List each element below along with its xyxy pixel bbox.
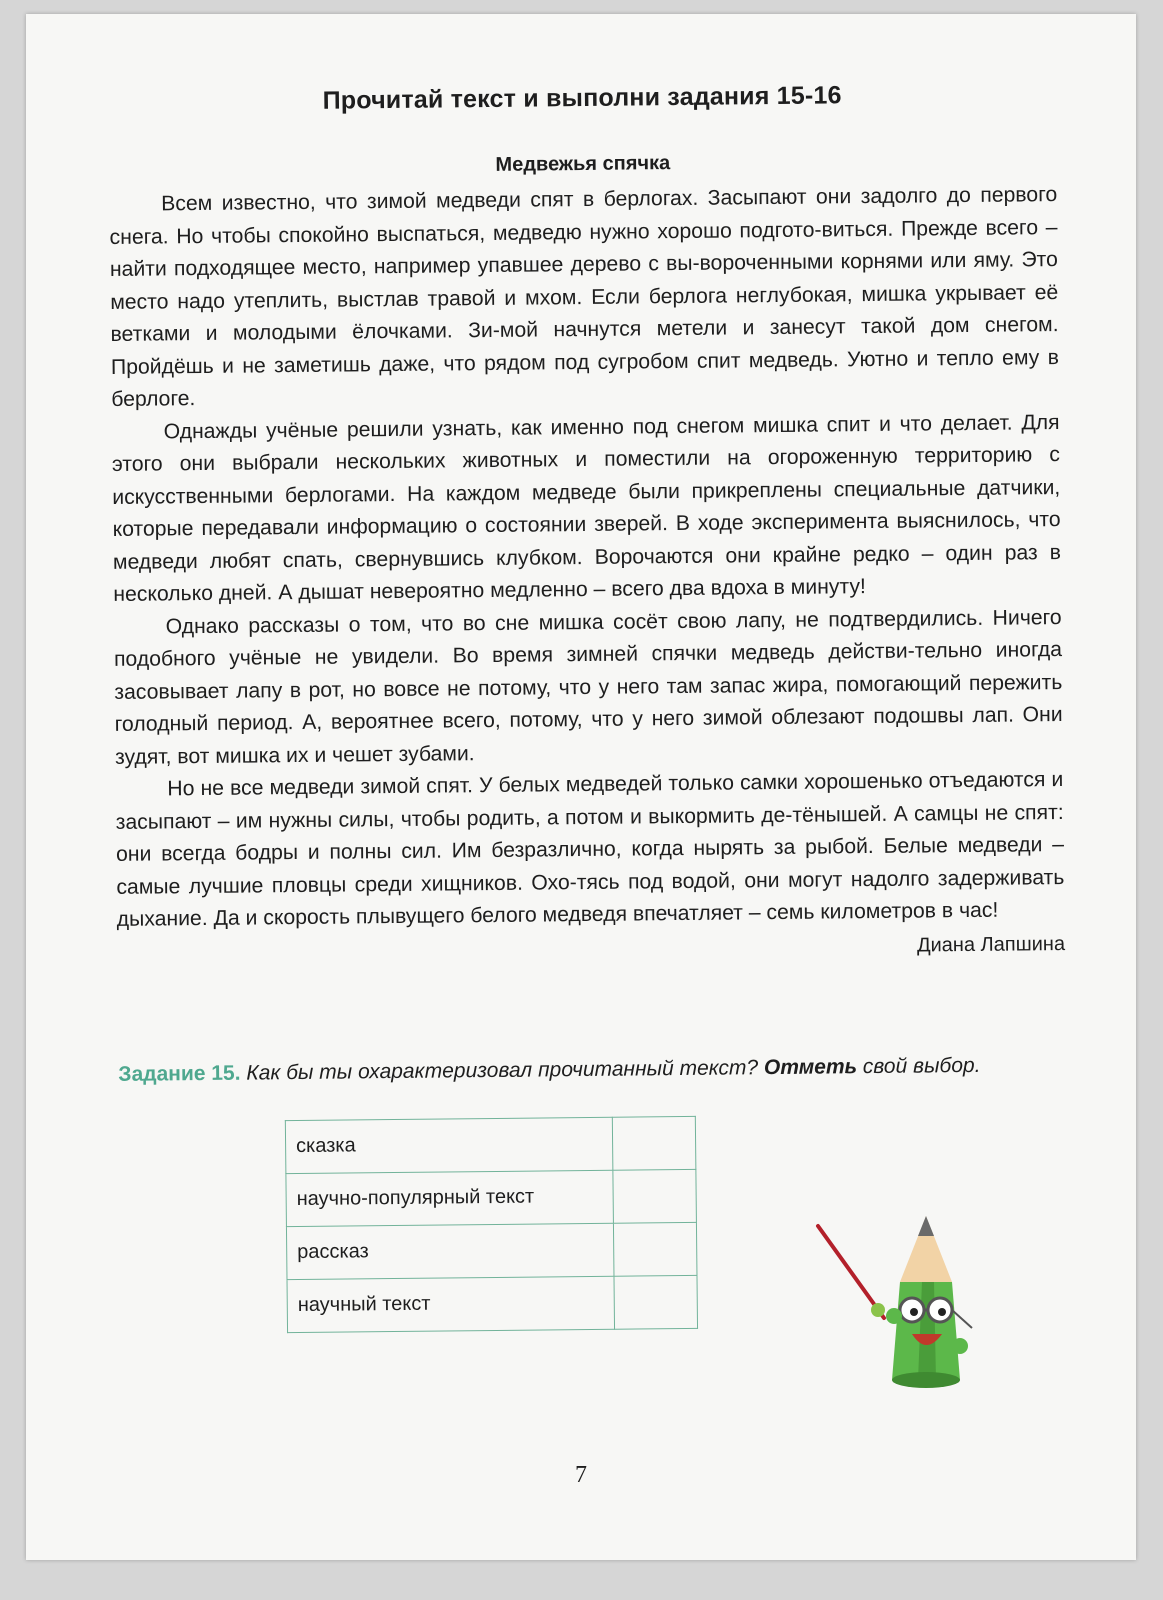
story-paragraph-2: Однажды учёные решили узнать, как именно под снегом мишка спит и что делает. Для этого они выбрали нескольких животных и поместили на огороженную территорию с искусственными берлогами. На каждом медведе были прикреплены специальные датчики, которые передавали информацию о состоянии зверей. В ходе эксперимента выяснилось, что медведи любят спать, свернувшись клубком. Ворочаются они крайне редко – один раз в несколько дней. А дышат невероятно медленно – всего два вдоха в минуту! xyxy=(111,410,1062,606)
story-paragraph-3: Однако рассказы о том, что во сне мишка сосёт свою лапу, не подтвердились. Ничего подобного учёные не увидели. Во время зимней спячки медведь действи-тельно иногда засовывает лапу в рот, но вовсе не потому, что у него там запас жира, помогающий пережить голодный период. А, вероятнее всего, потому, что у него зимой облезают подошвы лап. Они зудят, вот мишка их и чешет зубами. xyxy=(113,605,1063,769)
pencil-teacher-mascot-icon xyxy=(796,1200,986,1400)
task-15 xyxy=(118,1047,1066,1091)
option-row xyxy=(287,1275,698,1332)
answer-options-table xyxy=(285,1115,698,1332)
page-number: 7 xyxy=(575,1462,587,1488)
option-row xyxy=(285,1116,696,1173)
option-label: сказка xyxy=(285,1117,613,1173)
workbook-page xyxy=(26,14,1136,1560)
story-paragraph-1: Всем известно, что зимой медведи спят в берлогах. Засыпают они задолго до первого снега. Но чтобы спокойно выспаться, медведю нужно хорошо подгото-виться. Прежде всего – найти подходящее место, например упавшее дерево с вы-вороченными корнями или яму. Это место надо утеплить, выстлав травой и мхом. Если берлога неглубокая, мишка укрывает её ветками и молодыми ёлочками. Зи-мой начнутся метели и занесут такой дом снегом. Пройдёшь и не заметишь даже, что рядом под сугробом спит медведь. Уютно и тепло ему в берлоге. xyxy=(109,183,1060,411)
task-label: Задание 15. xyxy=(118,1061,241,1086)
option-label: научный текст xyxy=(287,1276,615,1332)
page-heading: Прочитай текст и выполни задания 15-16 xyxy=(322,81,842,115)
option-row xyxy=(286,1169,697,1226)
option-checkbox[interactable] xyxy=(612,1116,696,1170)
option-checkbox[interactable] xyxy=(613,1169,697,1223)
story-author: Диана Лапшина xyxy=(916,932,1066,957)
option-row xyxy=(286,1222,697,1279)
story-title: Медвежья спячка xyxy=(495,152,671,176)
option-checkbox[interactable] xyxy=(614,1275,698,1329)
task-instruction-rest: свой выбор. xyxy=(862,1053,981,1078)
option-checkbox[interactable] xyxy=(613,1222,697,1276)
task-instruction-bold: Отметь xyxy=(763,1054,858,1079)
story-paragraph-4: Но не все медведи зимой спят. У белых медведей только самки хорошенько отъедаются и засыпают – им нужны силы, чтобы родить, а потом и выкормить де-тёнышей. А самцы не спят: они всегда бодры и полны сил. Им безразлично, когда нырять за рыбой. Белые медведи – самые лучшие пловцы среди хищников. Охо-тясь под водой, они могут надолго задерживать дыхание. Да и скорость плывущего белого медведя впечатляет – семь километров в час! xyxy=(115,767,1065,931)
page-content xyxy=(108,79,1069,1334)
option-label: рассказ xyxy=(286,1223,614,1279)
option-label: научно-популярный текст xyxy=(286,1170,614,1226)
task-question: Как бы ты охарактеризовал прочитанный текст? xyxy=(246,1055,759,1085)
